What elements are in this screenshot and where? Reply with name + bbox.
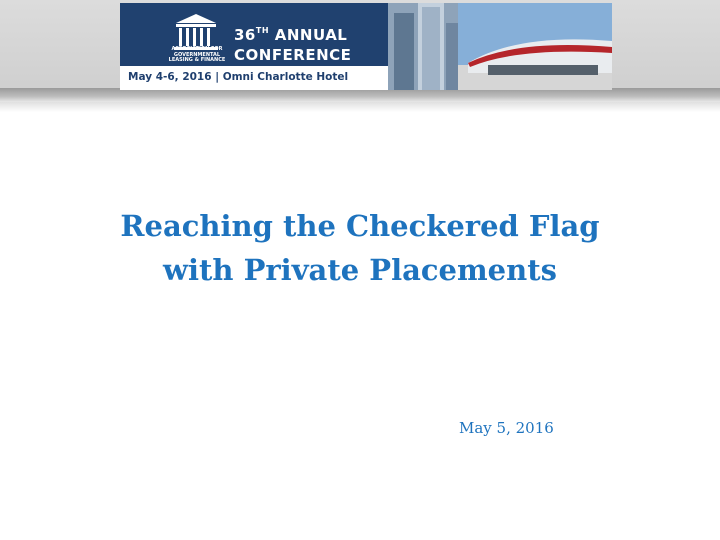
- header-shadow: [0, 102, 720, 112]
- skyscraper-photo: [388, 3, 458, 90]
- slide-date: May 5, 2016: [459, 419, 554, 437]
- conference-line1: ANNUAL: [269, 26, 348, 44]
- slide-title: [60, 204, 660, 292]
- conference-dates: May 4-6, 2016 | Omni Charlotte Hotel: [128, 71, 349, 83]
- conference-banner: [120, 3, 612, 90]
- conference-line2: CONFERENCE: [234, 46, 352, 64]
- arena-photo: [458, 3, 612, 90]
- conference-ordinal-suffix: TH: [255, 26, 270, 35]
- slide-title-line1: Reaching the Checkered Flag: [120, 209, 600, 243]
- conference-title: [234, 21, 351, 65]
- header-divider-bar: [0, 88, 720, 102]
- conference-ordinal: 36: [234, 26, 256, 44]
- conference-date-strip: [120, 66, 388, 90]
- logo-text: ASSOCIATION FOR GOVERNMENTAL LEASING & FINANCE: [168, 46, 226, 63]
- slide-title-line2: with Private Placements: [163, 253, 557, 287]
